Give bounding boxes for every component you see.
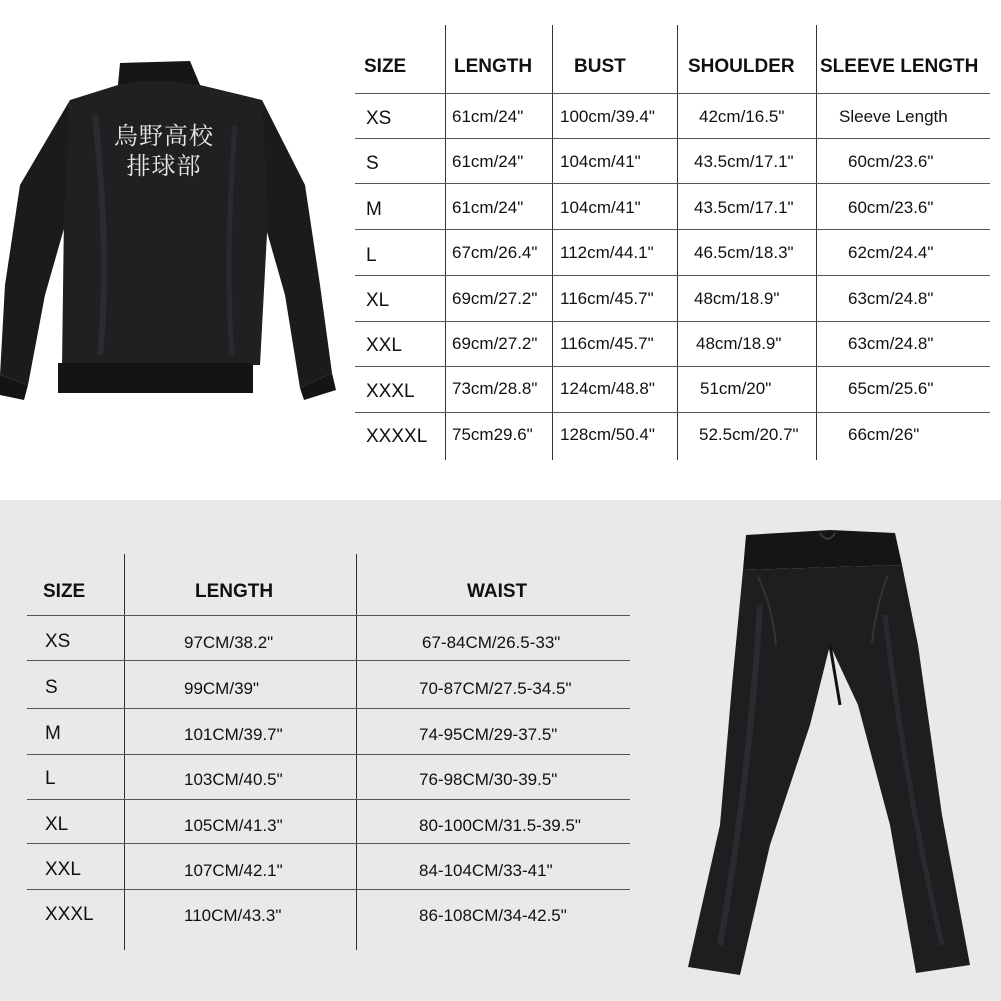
cell-shoulder: 52.5cm/20.7" xyxy=(699,425,799,444)
cell-shoulder: 43.5cm/17.1" xyxy=(694,152,794,171)
cell-shoulder: 46.5cm/18.3" xyxy=(694,243,794,262)
jacket-section xyxy=(0,0,1001,500)
divider xyxy=(445,25,446,460)
jacket-illustration xyxy=(0,55,340,400)
cell-bust: 104cm/41" xyxy=(560,152,641,171)
divider xyxy=(356,554,357,950)
cell-size: L xyxy=(366,245,377,266)
divider xyxy=(27,843,630,844)
cell-sleeve: 60cm/23.6" xyxy=(848,198,934,217)
cell-shoulder: 51cm/20" xyxy=(700,379,772,398)
divider xyxy=(355,412,990,413)
divider xyxy=(677,25,678,460)
cell-waist: 74-95CM/29-37.5" xyxy=(419,725,558,744)
divider xyxy=(27,754,630,755)
divider xyxy=(27,660,630,661)
cell-size: XS xyxy=(45,631,71,652)
cell-size: S xyxy=(45,677,58,698)
cell-length: 69cm/27.2" xyxy=(452,334,538,353)
cell-length: 61cm/24" xyxy=(452,198,524,217)
divider xyxy=(27,615,630,616)
cell-waist: 67-84CM/26.5-33" xyxy=(422,633,561,652)
cell-size: XXXL xyxy=(45,904,94,925)
divider xyxy=(355,229,990,230)
cell-waist: 84-104CM/33-41" xyxy=(419,861,553,880)
cell-shoulder: 48cm/18.9" xyxy=(694,289,780,308)
cell-waist: 80-100CM/31.5-39.5" xyxy=(419,816,581,835)
header-length: LENGTH xyxy=(454,56,533,77)
divider xyxy=(355,183,990,184)
cell-length: 73cm/28.8" xyxy=(452,379,538,398)
divider xyxy=(355,138,990,139)
divider xyxy=(816,25,817,460)
cell-length: 75cm29.6" xyxy=(452,425,533,444)
cell-size: XL xyxy=(366,290,390,311)
header-bust: BUST xyxy=(574,56,626,77)
cell-shoulder: 42cm/16.5" xyxy=(699,107,785,126)
cell-bust: 116cm/45.7" xyxy=(560,334,654,353)
header-shoulder: SHOULDER xyxy=(688,56,795,77)
divider xyxy=(355,321,990,322)
divider xyxy=(27,889,630,890)
cell-bust: 128cm/50.4" xyxy=(560,425,655,444)
cell-waist: 76-98CM/30-39.5" xyxy=(419,770,558,789)
header-size: SIZE xyxy=(364,56,407,77)
cell-bust: 124cm/48.8" xyxy=(560,379,655,398)
cell-size: XS xyxy=(366,108,392,129)
header-sleeve-length: SLEEVE LENGTH xyxy=(820,56,979,77)
cell-sleeve: 60cm/23.6" xyxy=(848,152,934,171)
cell-waist: 86-108CM/34-42.5" xyxy=(419,906,567,925)
cell-length: 99CM/39" xyxy=(184,679,260,698)
cell-length: 69cm/27.2" xyxy=(452,289,538,308)
jacket-embroidery xyxy=(104,121,224,181)
cell-length: 105CM/41.3" xyxy=(184,816,283,835)
cell-length: 101CM/39.7" xyxy=(184,725,283,744)
cell-sleeve: 63cm/24.8" xyxy=(848,289,934,308)
cell-size: XXL xyxy=(45,859,81,880)
cell-bust: 112cm/44.1" xyxy=(560,243,654,262)
pants-section xyxy=(0,500,1001,1001)
cell-sleeve: 65cm/25.6" xyxy=(848,379,934,398)
cell-length: 110CM/43.3" xyxy=(184,906,282,925)
header-size: SIZE xyxy=(43,581,86,602)
cell-size: S xyxy=(366,153,379,174)
cell-length: 61cm/24" xyxy=(452,107,524,126)
cell-length: 97CM/38.2" xyxy=(184,633,274,652)
jacket-image xyxy=(0,55,340,400)
divider xyxy=(355,275,990,276)
cell-sleeve: Sleeve Length xyxy=(839,107,948,126)
cell-size: XXXXL xyxy=(366,426,428,447)
cell-size: M xyxy=(366,199,382,220)
cell-size: M xyxy=(45,723,61,744)
cell-bust: 104cm/41" xyxy=(560,198,641,217)
cell-shoulder: 43.5cm/17.1" xyxy=(694,198,794,217)
header-length: LENGTH xyxy=(195,581,274,602)
cell-shoulder: 48cm/18.9" xyxy=(696,334,782,353)
embroidery-line-2: 排球部 xyxy=(126,152,202,180)
cell-size: L xyxy=(45,768,56,789)
cell-sleeve: 63cm/24.8" xyxy=(848,334,934,353)
cell-bust: 100cm/39.4" xyxy=(560,107,655,126)
divider xyxy=(355,93,990,94)
divider xyxy=(124,554,125,950)
pants-size-table xyxy=(27,554,630,950)
cell-sleeve: 66cm/26" xyxy=(848,425,920,444)
cell-length: 67cm/26.4" xyxy=(452,243,538,262)
divider xyxy=(27,799,630,800)
embroidery-line-1: 烏野高校 xyxy=(114,122,214,150)
pants-image xyxy=(680,525,980,980)
divider xyxy=(355,366,990,367)
divider xyxy=(552,25,553,460)
cell-length: 61cm/24" xyxy=(452,152,524,171)
jacket-size-table xyxy=(355,25,990,460)
cell-length: 107CM/42.1" xyxy=(184,861,283,880)
divider xyxy=(27,708,630,709)
cell-size: XXL xyxy=(366,335,402,356)
cell-size: XXXL xyxy=(366,381,415,402)
cell-bust: 116cm/45.7" xyxy=(560,289,654,308)
cell-length: 103CM/40.5" xyxy=(184,770,283,789)
cell-waist: 70-87CM/27.5-34.5" xyxy=(419,679,572,698)
header-waist: WAIST xyxy=(467,581,528,602)
cell-size: XL xyxy=(45,814,69,835)
pants-illustration xyxy=(680,525,980,980)
cell-sleeve: 62cm/24.4" xyxy=(848,243,934,262)
